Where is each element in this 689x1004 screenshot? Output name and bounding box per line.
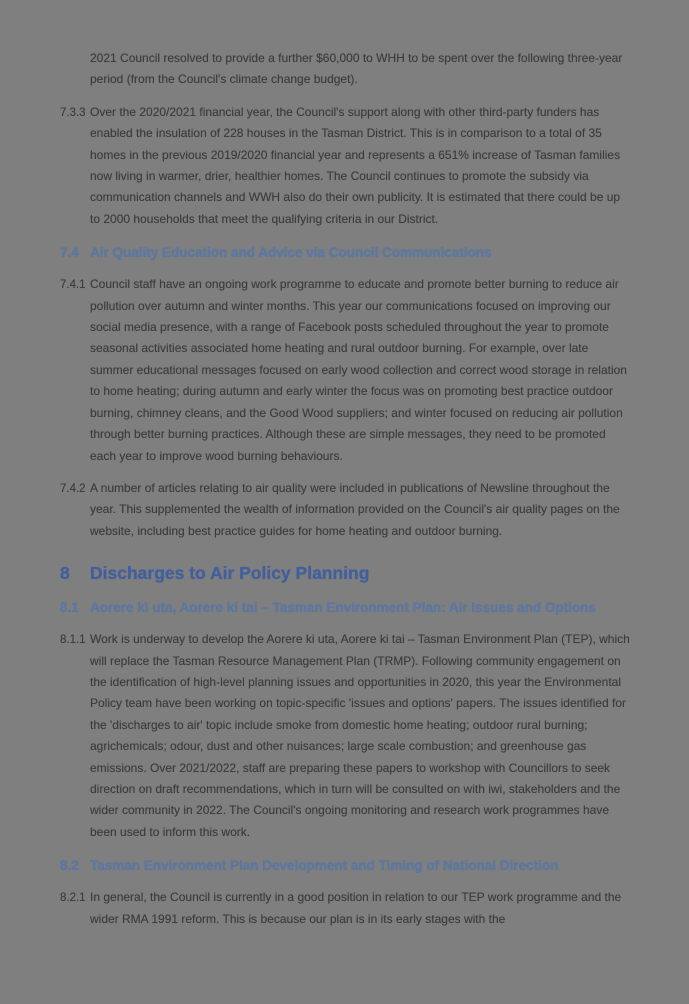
paragraph-text: Work is underway to develop the Aorere ki uta, Aorere ki tai – Tasman Environment Plan (TEP), which will replace the Tasman Resource Management Plan (TRMP). Following community engagement on the identification of high-level planning issues and opportunities in 2020, this year the Environmental Policy team have been working on topic-specific 'issues and options' papers. The issues identified for the 'discharges to air' topic include smoke from domestic home heating; outdoor rural burning; agrichemicals; odour, dust and other nuisances; large scale combustion; and greenhouse gas emissions. Over 2021/2022, staff are preparing these papers to workshop with Councillors to seek direction on draft recommendations, which in turn will be consulted on with iwi, stakeholders and the wider community in 2022. The Council's ongoing monitoring and research work programmes have been used to inform this work. — [90, 632, 630, 839]
heading-8-1 — [60, 599, 631, 617]
section-number: 8.2.1 — [60, 892, 86, 905]
paragraph-continuation — [60, 48, 631, 91]
paragraph-8-2-1 — [60, 887, 631, 930]
heading-text: Aorere ki uta, Aorere ki tai – Tasman Environment Plan: Air Issues and Options — [90, 600, 596, 616]
paragraph-7-4-1 — [60, 274, 631, 467]
heading-8-2 — [60, 857, 631, 875]
section-number: 8 — [60, 563, 70, 584]
heading-text: Air Quality Education and Advice via Council Communications — [90, 245, 492, 261]
paragraph-7-3-3 — [60, 102, 631, 230]
paragraph-text: Over the 2020/2021 financial year, the Council's support along with other third-party funders has enabled the insulation of 228 houses in the Tasman District. This is in comparison to a total of 35 homes in the previous 2019/2020 financial year and represents a 651% increase of Tasman families now living in warmer, drier, healthier homes. The Council continues to promote the subsidy via communication channels and WWH also do their own publicity. It is estimated that there could be up to 2000 households that meet the qualifying criteria in our District. — [90, 104, 621, 226]
paragraph-text: In general, the Council is currently in a good position in relation to our TEP work programme and the wider RMA 1991 reform. This is because our plan is in its early stages with the — [90, 890, 622, 926]
section-number: 7.4.2 — [60, 482, 86, 495]
heading-text: Tasman Environment Plan Development and Timing of National Direction — [90, 858, 559, 874]
section-number: 8.2 — [60, 858, 79, 874]
paragraph-text: A number of articles relating to air quality were included in publications of Newsline throughout the year. This supplemented the wealth of information provided on the Council's air quality pages on the website, including best practice guides for home heating and outdoor burning. — [90, 480, 620, 538]
section-number: 7.4 — [60, 245, 79, 261]
heading-7-4 — [60, 244, 631, 262]
heading-text: Discharges to Air Policy Planning — [90, 563, 370, 584]
heading-8 — [60, 562, 631, 585]
section-number: 8.1.1 — [60, 634, 86, 647]
section-number: 7.3.3 — [60, 106, 86, 119]
paragraph-text: 2021 Council resolved to provide a further $60,000 to WHH to be spent over the following three-year period (from the Council's climate change budget). — [90, 51, 623, 87]
section-number: 7.4.1 — [60, 279, 86, 292]
paragraph-8-1-1 — [60, 629, 631, 843]
paragraph-7-4-2 — [60, 478, 631, 542]
section-number: 8.1 — [60, 600, 79, 616]
paragraph-text: Council staff have an ongoing work programme to educate and promote better burning to reduce air pollution over autumn and winter months. This year our communications focused on improving our social media presence, with a range of Facebook posts scheduled throughout the year to promote seasonal activities associated home heating and rural outdoor burning. For example, over late summer educational messages focused on early wood collection and correct wood storage in relation to home heating; during autumn and early winter the focus was on promoting best practice outdoor burning, chimney cleans, and the Good Wood suppliers; and winter focused on reducing air pollution through better burning practices. Although these are simple messages, they need to be promoted each year to improve wood burning behaviours. — [90, 277, 627, 463]
